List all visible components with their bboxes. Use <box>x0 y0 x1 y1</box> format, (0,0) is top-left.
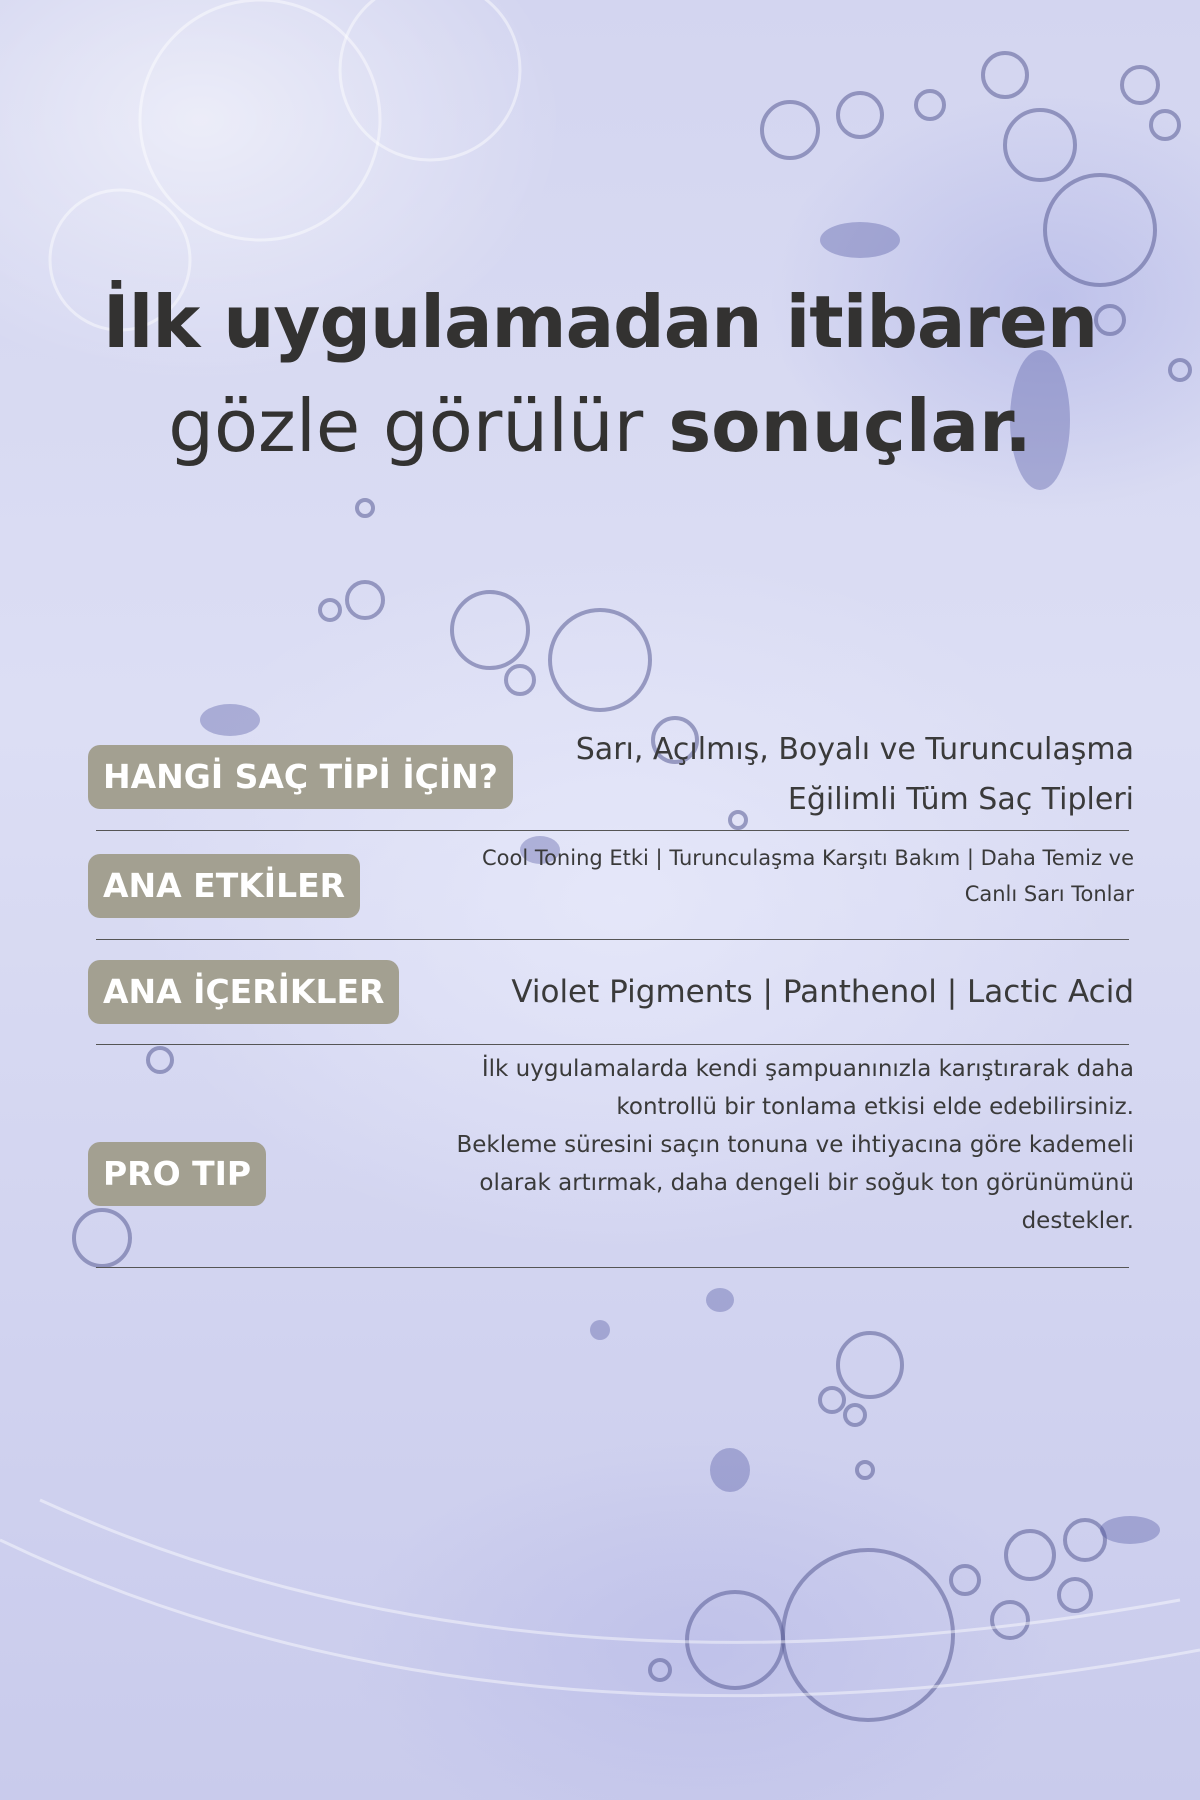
info-row-main-ingredients <box>88 958 1134 1048</box>
pro-tip-line-2: kontrollü bir tonlama etkisi elde edebilirsiniz. <box>616 1094 1134 1120</box>
hair-type-value <box>576 725 1134 825</box>
headline-line-2-regular: gözle görülür <box>168 384 644 469</box>
main-effects-line-1: Cool Toning Etki | Turunculaşma Karşıtı Bakım | Daha Temiz ve <box>481 846 1134 870</box>
pro-tip-line-1: İlk uygulamalarda kendi şampuanınızla karıştırarak daha <box>481 1056 1134 1082</box>
hair-type-line-2: Eğilimli Tüm Saç Tipleri <box>787 782 1134 817</box>
badge-main-ingredients: ANA İÇERİKLER <box>88 960 399 1024</box>
pro-tip-value <box>456 1050 1134 1240</box>
main-ingredients-value <box>511 966 1134 1018</box>
badge-hair-type: HANGİ SAÇ TİPİ İÇİN? <box>88 745 513 809</box>
main-effects-value <box>482 840 1134 912</box>
divider <box>96 939 1129 940</box>
badge-pro-tip: PRO TIP <box>88 1142 266 1206</box>
pro-tip-line-5: destekler. <box>1021 1208 1134 1234</box>
pro-tip-line-3: Bekleme süresini saçın tonuna ve ihtiyacına göre kademeli <box>456 1132 1134 1158</box>
divider <box>96 1044 1129 1045</box>
divider <box>96 1267 1129 1268</box>
info-row-pro-tip <box>88 1050 1134 1270</box>
page-headline <box>0 270 1200 479</box>
pro-tip-line-4: olarak artırmak, daha dengeli bir soğuk ton görünümünü <box>479 1170 1134 1196</box>
headline-line-2-bold: sonuçlar. <box>668 384 1032 469</box>
badge-main-effects: ANA ETKİLER <box>88 854 360 918</box>
main-effects-line-2: Canlı Sarı Tonlar <box>964 882 1134 906</box>
headline-line-1: İlk uygulamadan itibaren <box>102 280 1098 364</box>
main-ingredients-line-1: Violet Pigments | Panthenol | Lactic Acid <box>511 974 1134 1010</box>
info-row-main-effects <box>88 838 1134 938</box>
divider <box>96 830 1129 831</box>
info-row-hair-type <box>88 725 1134 825</box>
hair-type-line-1: Sarı, Açılmış, Boyalı ve Turunculaşma <box>575 732 1134 767</box>
headline-line-2 <box>0 374 1200 478</box>
